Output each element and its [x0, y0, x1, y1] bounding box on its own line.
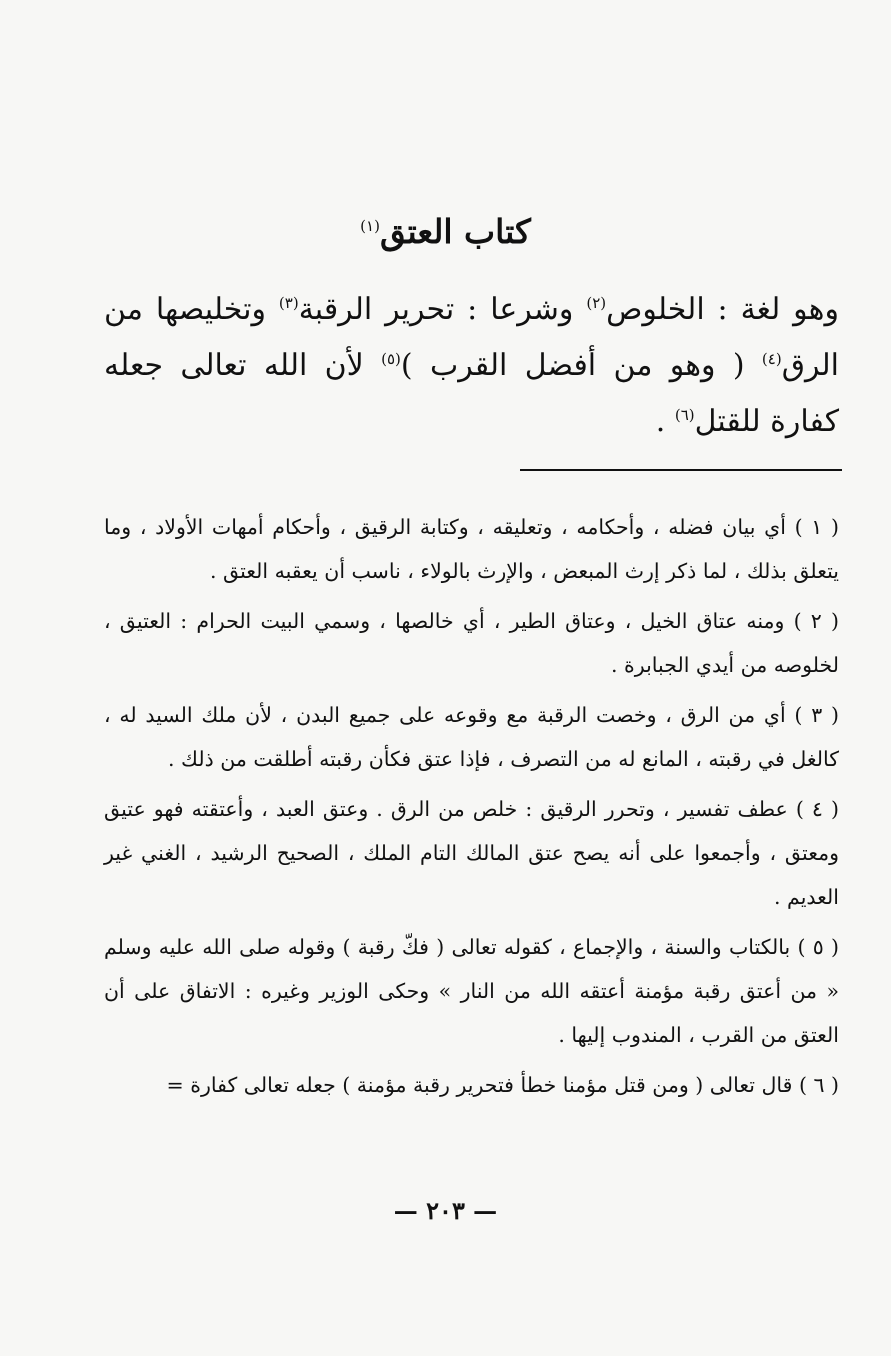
chapter-title-text: كتاب العتق [379, 212, 531, 251]
footnote-6: ( ٦ ) قال تعالى ( ومن قتل مؤمنا خطأ فتحرير رقبة مؤمنة ) جعله تعالى كفارة = [166, 1073, 839, 1097]
footnote-marker: (٦) [674, 406, 695, 424]
main-text-segment: لأن الله تعالى جعله كفارة للقتل [104, 348, 839, 439]
footnote-5: ( ٥ ) بالكتاب والسنة ، والإجماع ، كقوله تعالى ( فكّ رقبة ) وقوله صلى الله عليه وسلم « من أعتق رقبة مؤمنة أعتقه الله من النار » وحكى الوزير وغيره : الاتفاق على أن العتق من القرب ، المندوب إليها . [104, 935, 839, 1047]
footnote-2: ( ٢ ) ومنه عتاق الخيل ، وعتاق الطير ، أي خالصها ، وسمي البيت الحرام : العتيق ، لخلوصه من أيدي الجبابرة . [104, 609, 839, 677]
footnote-marker: (٢) [586, 294, 607, 312]
footnote-4: ( ٤ ) عطف تفسير ، وتحرر الرقيق : خلص من الرق . وعتق العبد ، وأعتقته فهو عتيق ومعتق ، وأجمعوا على أنه يصح عتق المالك التام الملك ، الصحيح الرشيد ، الغني غير العديم . [104, 797, 840, 909]
main-text-segment: وهو لغة : الخلوص [606, 292, 839, 327]
main-text-segment: . [655, 404, 675, 439]
footnote-marker: (٣) [278, 294, 299, 312]
footnote-3: ( ٣ ) أي من الرق ، وخصت الرقبة مع وقوعه على جميع البدن ، لأن ملك السيد له ، كالغل في رقبته ، المانع له من التصرف ، فإذا عتق فكأن رقبته أطلقت من ذلك . [104, 703, 839, 771]
main-text-segment: وشرعا : تحرير الرقبة [298, 292, 587, 327]
footnote-marker: (٤) [761, 350, 782, 368]
main-text [104, 282, 839, 450]
chapter-title [0, 210, 891, 254]
main-text-segment: وتخليصها من الرق [104, 292, 839, 383]
footnotes [104, 505, 839, 1113]
footnote-marker: (٥) [381, 350, 401, 368]
page-number: — ٢٠٣ — [393, 1196, 498, 1225]
footnote-separator [520, 469, 842, 471]
footnote-1: ( ١ ) أي بيان فضله ، وأحكامه ، وتعليقه ، وكتابة الرقيق ، وأحكام أمهات الأولاد ، وما يتعلق بذلك ، لما ذكر إرث المبعض ، والإرث بالولاء ، ناسب أن يعقبه العتق . [104, 515, 840, 583]
footnote-marker: (١) [360, 217, 380, 235]
main-text-segment: ( وهو من أفضل القرب ) [400, 348, 762, 383]
